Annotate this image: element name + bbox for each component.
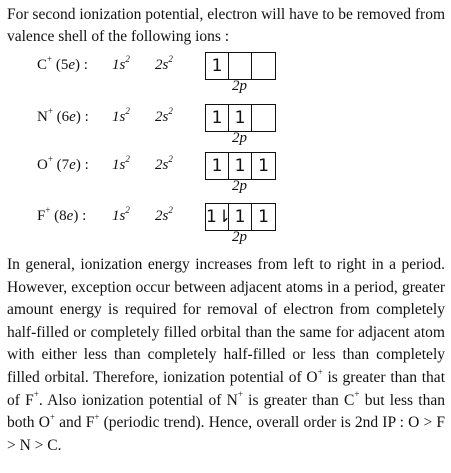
ion-symbol: O [37, 157, 48, 173]
orbital-2s: $2s^2$ [155, 106, 173, 125]
explanation-segment: is greater than C [242, 391, 355, 409]
p-orbital-box: 1 [229, 204, 252, 230]
electron-unit: e [69, 157, 76, 173]
p-orbital-label: 2p [232, 178, 247, 194]
electron-count: 7 [61, 157, 70, 173]
p-orbital-box: 1 [206, 153, 229, 179]
explanation-segment: and F [55, 414, 95, 432]
ion-charge: + [45, 205, 51, 215]
charge-superscript: + [354, 389, 360, 400]
explanation-segment: In general, ionization energy increases from left to right in a period. However, exception occur between adjacent atoms in a period, greater amount energy is required for removal of electron from completely half-filled or completely filled orbital than the same for adjacent atom with either less than completely half-filled or less than completely filled orbital. Therefore, ionization potential of O [7, 256, 445, 386]
explanation-segment: is greater than that of F [7, 368, 445, 409]
p-orbital-label: 2p [232, 229, 247, 245]
p-orbital-box: 1 [229, 153, 252, 179]
electron-count: 8 [59, 208, 67, 224]
ion-charge: + [47, 154, 53, 164]
ion-symbol: C [37, 57, 48, 73]
p-orbital-box [252, 105, 275, 131]
ion-charge: + [47, 54, 53, 64]
orbital-2s: $2s^2$ [155, 54, 173, 73]
charge-superscript: + [237, 389, 243, 400]
explanation-segment: (periodic trend). Hence, overall order is 2nd IP : O > F > N > C. [7, 414, 446, 454]
explanation-segment: but less than both O [7, 391, 445, 432]
p-orbital-box: 1 [206, 105, 229, 131]
p-orbital-box: 1⇂ [206, 204, 229, 230]
config-row-n [0, 104, 451, 150]
explanation-segment: . Also ionization potential of N [38, 391, 238, 409]
ion-label: C+ (5e) : [37, 54, 88, 73]
charge-superscript: + [49, 412, 55, 422]
charge-superscript: + [33, 389, 39, 400]
orbital-1s: $1s^2$ [112, 106, 130, 125]
p-orbital-boxes [205, 52, 276, 80]
p-orbital-label: 2p [232, 130, 247, 146]
config-row-o [0, 152, 451, 198]
charge-superscript: + [317, 366, 323, 377]
p-orbital-box [252, 53, 275, 79]
p-orbital-boxes [205, 152, 276, 180]
p-orbital-box: 1 [206, 53, 229, 79]
ion-label: O+ (7e) : [37, 154, 89, 173]
explanation-text [7, 254, 445, 457]
ion-symbol: N [37, 109, 48, 125]
ion-charge: + [47, 106, 53, 116]
p-orbital-box: 1 [229, 105, 252, 131]
electron-unit: e [69, 109, 76, 125]
electron-count: 5 [60, 57, 69, 73]
config-row-c [0, 52, 451, 98]
ion-symbol: F [37, 208, 46, 224]
explanation-paragraph [7, 254, 445, 457]
p-orbital-box: 1 [258, 156, 269, 176]
charge-superscript: + [94, 412, 100, 422]
electron-count: 6 [61, 109, 70, 125]
orbital-1s: $1s^2$ [112, 205, 130, 224]
ion-label: N+ (6e) : [37, 106, 89, 125]
p-orbital-boxes [205, 203, 276, 231]
orbital-1s: $1s^2$ [112, 154, 130, 173]
orbital-2s: $2s^2$ [155, 154, 173, 173]
ion-label: F+ (8e) : [37, 205, 87, 224]
orbital-2s: $2s^2$ [155, 205, 173, 224]
intro-paragraph: For second ionization potential, electron will have to be removed from valence shell of the following ions : [7, 6, 445, 45]
electron-unit: e [66, 208, 74, 224]
p-orbital-box: 1 [258, 207, 269, 227]
electron-unit: e [68, 57, 76, 73]
orbital-1s: $1s^2$ [112, 54, 130, 73]
config-row-f [0, 203, 451, 249]
p-orbital-label: 2p [232, 78, 247, 94]
p-orbital-box [229, 53, 252, 79]
p-orbital-boxes [205, 104, 276, 132]
